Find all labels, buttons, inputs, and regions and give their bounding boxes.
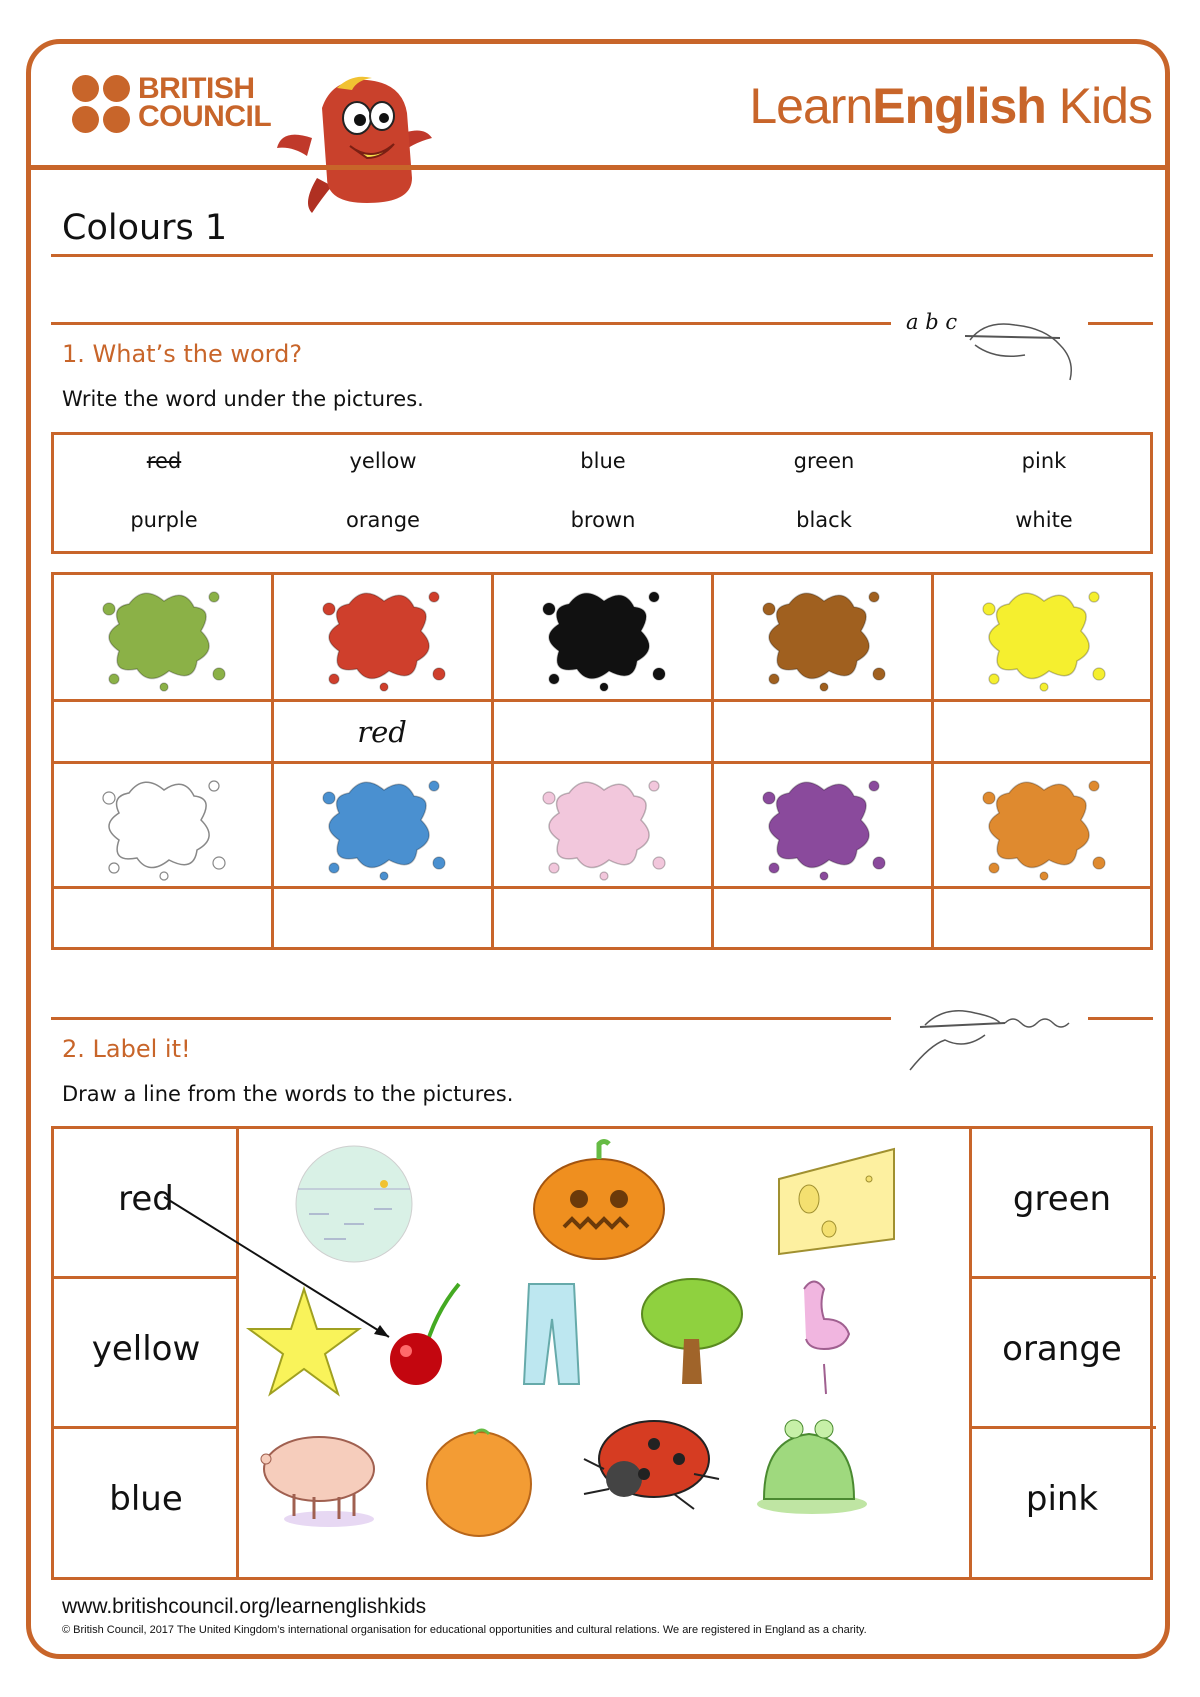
mascot-monster-icon <box>272 68 442 218</box>
star-icon <box>249 1289 359 1394</box>
label-pictures <box>54 1129 1150 1577</box>
label-word-left[interactable]: blue <box>109 1479 183 1519</box>
learnenglish-kids-logo <box>749 77 1152 135</box>
word-bank-item: white <box>1015 508 1073 532</box>
answer-cell[interactable] <box>494 702 710 762</box>
pumpkin-icon <box>534 1142 664 1260</box>
header-divider <box>30 165 1170 170</box>
section2-rule <box>51 1017 891 1020</box>
cherry-icon <box>390 1284 459 1385</box>
paint-splat-icon <box>969 768 1119 883</box>
logo-dots-icon <box>72 75 136 135</box>
tree-icon <box>642 1279 742 1384</box>
section2-heading: 2. Label it! <box>62 1035 191 1063</box>
word-bank <box>51 432 1153 554</box>
paint-splat-icon <box>309 768 459 883</box>
cheese-icon <box>779 1149 894 1254</box>
section1-instruction: Write the word under the pictures. <box>62 387 424 411</box>
ladybird-icon <box>584 1421 719 1509</box>
jeans-icon <box>524 1284 579 1384</box>
word-bank-item: black <box>796 508 852 532</box>
word-bank-item: blue <box>580 449 626 473</box>
section2-instruction: Draw a line from the words to the pictures. <box>62 1082 514 1106</box>
paint-splat-icon <box>309 579 459 694</box>
label-word-right[interactable]: green <box>1012 1179 1112 1219</box>
org-line-2: COUNCIL <box>138 100 272 133</box>
paint-splat-icon <box>969 579 1119 694</box>
org-line-1: BRITISH <box>138 72 255 105</box>
paint-splat-icon <box>529 768 679 883</box>
british-council-logo <box>72 72 272 137</box>
writing-hand-icon <box>965 300 1080 385</box>
sea-icon <box>296 1146 412 1262</box>
section1-heading: 1. What’s the word? <box>62 340 303 368</box>
footer-copyright: © British Council, 2017 The United Kingdom’s international organisation for educational opportunities and cultural relations. We are registered in England as a charity. <box>62 1624 867 1636</box>
section1-rule-end <box>1088 322 1153 325</box>
paint-splat-icon <box>749 579 899 694</box>
answer-cell[interactable] <box>714 702 930 762</box>
label-word-right[interactable]: orange <box>1002 1329 1122 1369</box>
word-bank-item: orange <box>346 508 420 532</box>
word-bank-item: green <box>793 449 855 473</box>
word-bank-item: brown <box>570 508 636 532</box>
section2-rule-end <box>1088 1017 1153 1020</box>
answer-cell[interactable]: red <box>357 715 407 749</box>
page-title: Colours 1 <box>62 208 228 248</box>
flamingo-icon <box>804 1282 849 1395</box>
title-underline <box>51 254 1153 257</box>
frog-icon <box>757 1420 867 1514</box>
answer-cell[interactable] <box>54 702 270 762</box>
word-bank-item: red <box>146 449 182 473</box>
label-table <box>51 1126 1153 1580</box>
paint-splat-icon <box>529 579 679 694</box>
brand-kids: Kids <box>1045 78 1152 134</box>
paint-splat-icon <box>89 768 239 883</box>
hand-letters: a b c <box>906 310 958 334</box>
label-word-right[interactable]: pink <box>1025 1479 1099 1519</box>
brand-learn: Learn <box>749 78 873 134</box>
pig-icon <box>261 1437 374 1527</box>
word-bank-item: purple <box>130 508 198 532</box>
section1-rule <box>51 322 891 325</box>
brand-english: English <box>872 78 1046 134</box>
answer-cell[interactable] <box>934 702 1150 762</box>
label-word-left[interactable]: red <box>118 1179 174 1219</box>
paint-splat-icon <box>89 579 239 694</box>
label-word-left[interactable]: yellow <box>91 1329 201 1369</box>
orange-fruit-icon <box>427 1430 531 1536</box>
word-bank-item: yellow <box>349 449 417 473</box>
colour-grid <box>51 572 1153 950</box>
word-bank-item: pink <box>1021 449 1067 473</box>
footer-url[interactable]: www.britishcouncil.org/learnenglishkids <box>62 1595 427 1618</box>
drawing-hand-icon <box>905 995 1085 1080</box>
paint-splat-icon <box>749 768 899 883</box>
